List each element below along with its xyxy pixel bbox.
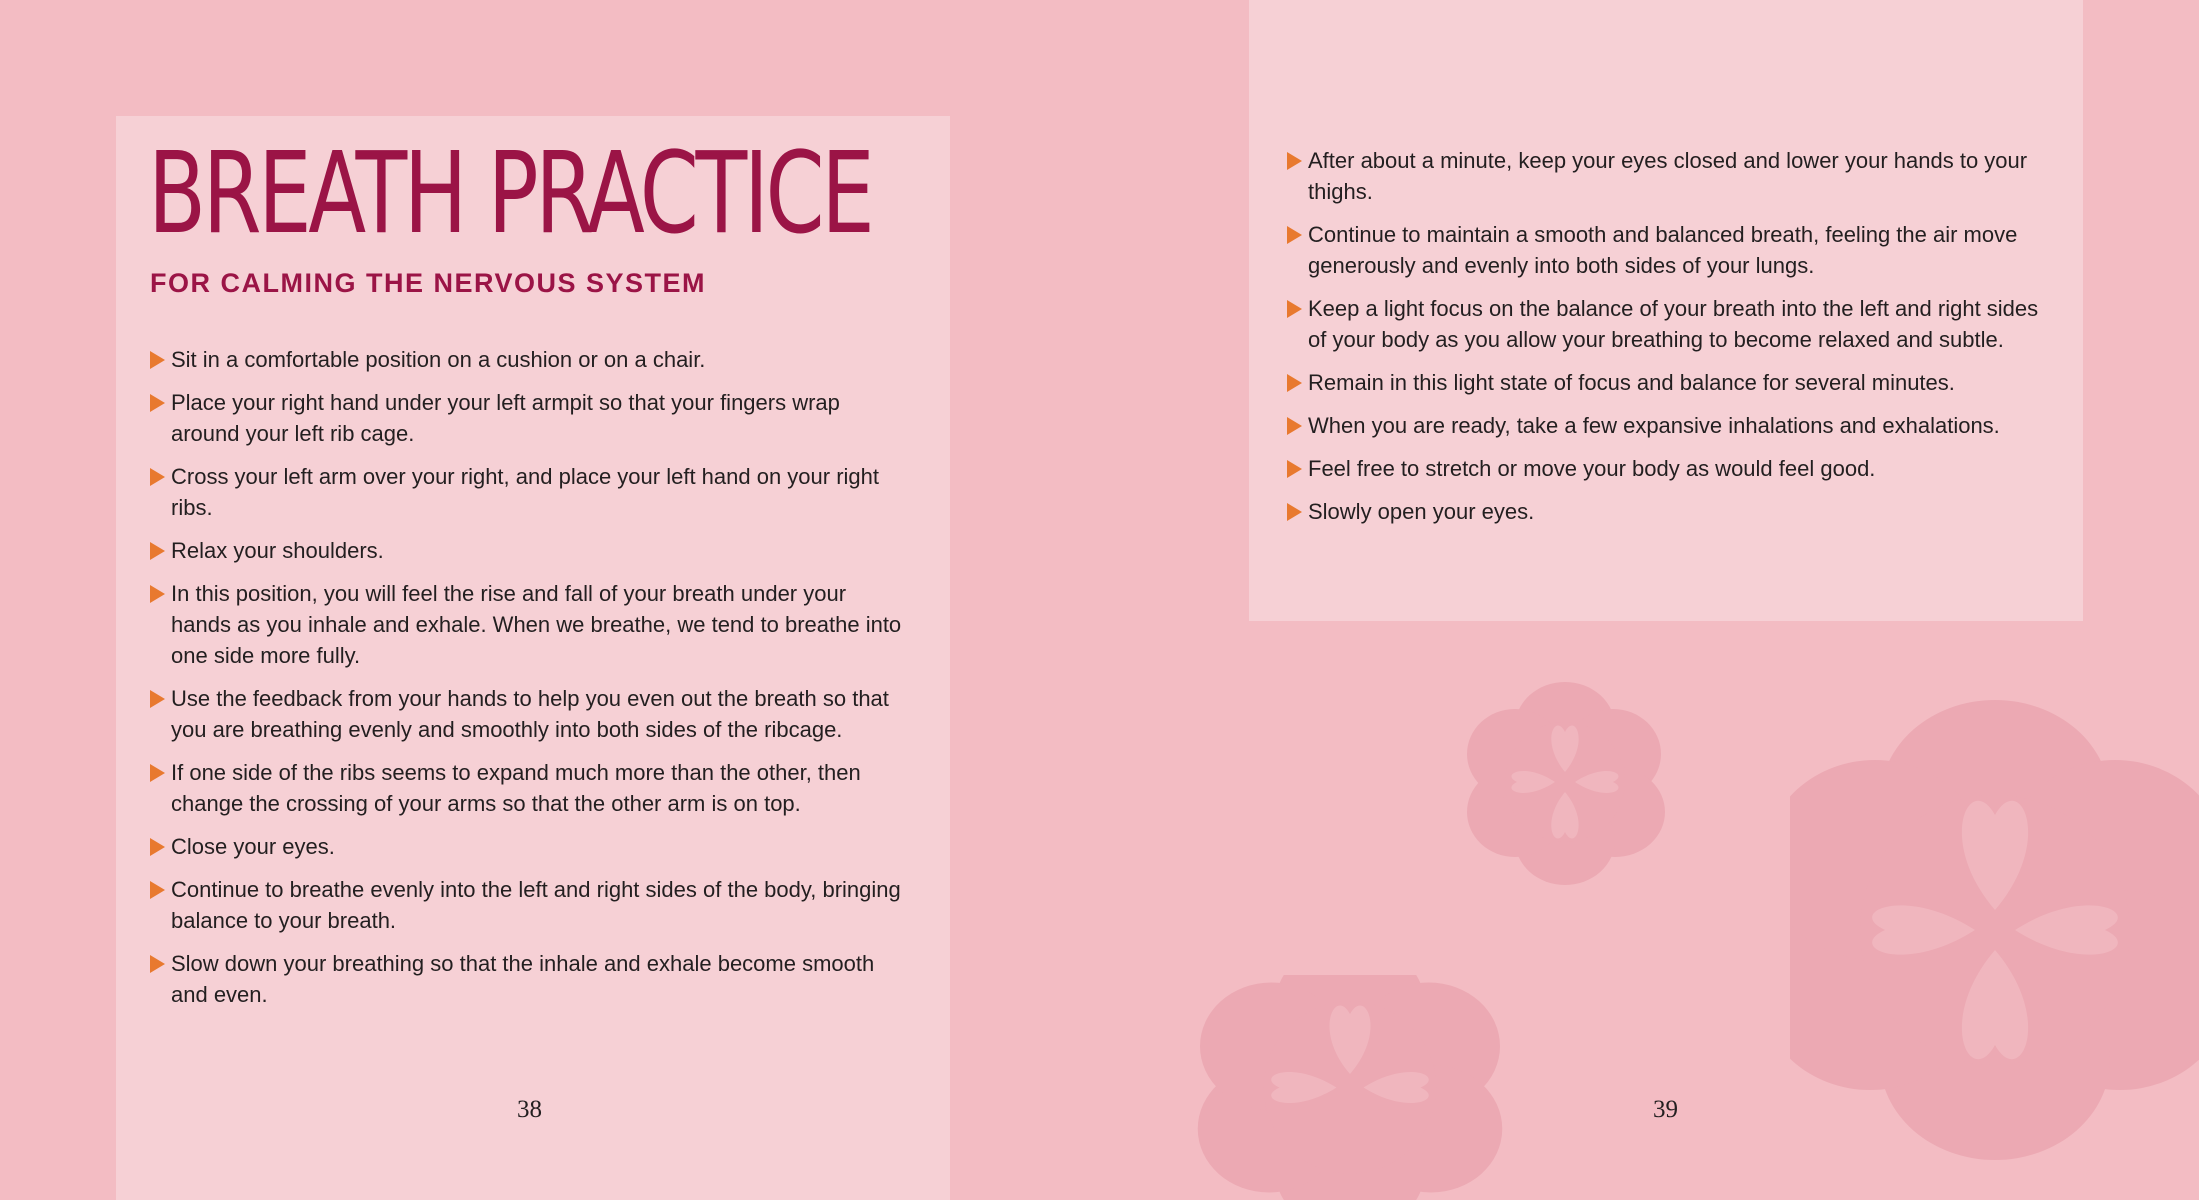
- bullet-arrow-icon: [1287, 460, 1302, 478]
- step-text: Slow down your breathing so that the inhale and exhale become smooth and even.: [171, 951, 875, 1007]
- step-text: Place your right hand under your left armpit so that your fingers wrap around your left rib cage.: [171, 390, 840, 446]
- bullet-arrow-icon: [150, 394, 165, 412]
- bullet-arrow-icon: [150, 955, 165, 973]
- list-item: [150, 535, 910, 566]
- step-text: Slowly open your eyes.: [1308, 499, 1535, 524]
- page-number-right: 39: [1653, 1096, 1678, 1123]
- list-item: [1287, 453, 2047, 484]
- step-text: Continue to breathe evenly into the left and right sides of the body, bringing balance to your breath.: [171, 877, 901, 933]
- list-item: [150, 874, 910, 936]
- step-text: Remain in this light state of focus and balance for several minutes.: [1308, 370, 1955, 395]
- step-text: In this position, you will feel the rise and fall of your breath under your hands as you inhale and exhale. When we breathe, we tend to breathe into one side more fully.: [171, 581, 902, 668]
- step-text: Relax your shoulders.: [171, 538, 384, 563]
- list-item: [1287, 145, 2047, 207]
- bullet-arrow-icon: [1287, 226, 1302, 244]
- list-item: [150, 757, 910, 819]
- list-item: [1287, 496, 2047, 527]
- bullet-arrow-icon: [150, 881, 165, 899]
- list-item: [150, 578, 910, 671]
- step-text: Sit in a comfortable position on a cushion or on a chair.: [171, 347, 706, 372]
- step-text: Close your eyes.: [171, 834, 335, 859]
- step-text: Use the feedback from your hands to help you even out the breath so that you are breathing evenly and smoothly into both sides of the ribcage.: [171, 686, 889, 742]
- step-text: If one side of the ribs seems to expand much more than the other, then change the crossing of your arms so that the other arm is on top.: [171, 760, 861, 816]
- list-item: [150, 948, 910, 1010]
- page-subtitle: FOR CALMING THE NERVOUS SYSTEM: [150, 268, 707, 298]
- left-steps-list: [150, 344, 910, 1022]
- step-text: When you are ready, take a few expansive inhalations and exhalations.: [1308, 413, 2000, 438]
- step-text: Cross your left arm over your right, and place your left hand on your right ribs.: [171, 464, 880, 520]
- bullet-arrow-icon: [150, 585, 165, 603]
- bullet-arrow-icon: [150, 542, 165, 560]
- bullet-arrow-icon: [150, 351, 165, 369]
- step-text: Keep a light focus on the balance of your breath into the left and right sides of your body as you allow your breathing to become relaxed and subtle.: [1308, 296, 2039, 352]
- right-steps-list: [1287, 145, 2047, 539]
- list-item: [1287, 293, 2047, 355]
- list-item: [1287, 219, 2047, 281]
- page-title: BREATH PRACTICE: [148, 129, 872, 259]
- list-item: [150, 387, 910, 449]
- flower-decoration-small: [1450, 672, 1680, 892]
- list-item: [1287, 367, 2047, 398]
- step-text: Feel free to stretch or move your body as would feel good.: [1308, 456, 1876, 481]
- bullet-arrow-icon: [1287, 152, 1302, 170]
- list-item: [150, 461, 910, 523]
- list-item: [150, 831, 910, 862]
- bullet-arrow-icon: [150, 764, 165, 782]
- page-number-left: 38: [517, 1096, 542, 1123]
- bullet-arrow-icon: [1287, 374, 1302, 392]
- bullet-arrow-icon: [1287, 417, 1302, 435]
- bullet-arrow-icon: [1287, 300, 1302, 318]
- step-text: After about a minute, keep your eyes closed and lower your hands to your thighs.: [1308, 148, 2028, 204]
- flower-decoration-bottom: [1170, 975, 1530, 1200]
- bullet-arrow-icon: [1287, 503, 1302, 521]
- list-item: [150, 683, 910, 745]
- bullet-arrow-icon: [150, 468, 165, 486]
- bullet-arrow-icon: [150, 838, 165, 856]
- bullet-arrow-icon: [150, 690, 165, 708]
- list-item: [1287, 410, 2047, 441]
- step-text: Continue to maintain a smooth and balanced breath, feeling the air move generously and evenly into both sides of your lungs.: [1308, 222, 2018, 278]
- flower-decoration-large: [1790, 700, 2199, 1160]
- list-item: [150, 344, 910, 375]
